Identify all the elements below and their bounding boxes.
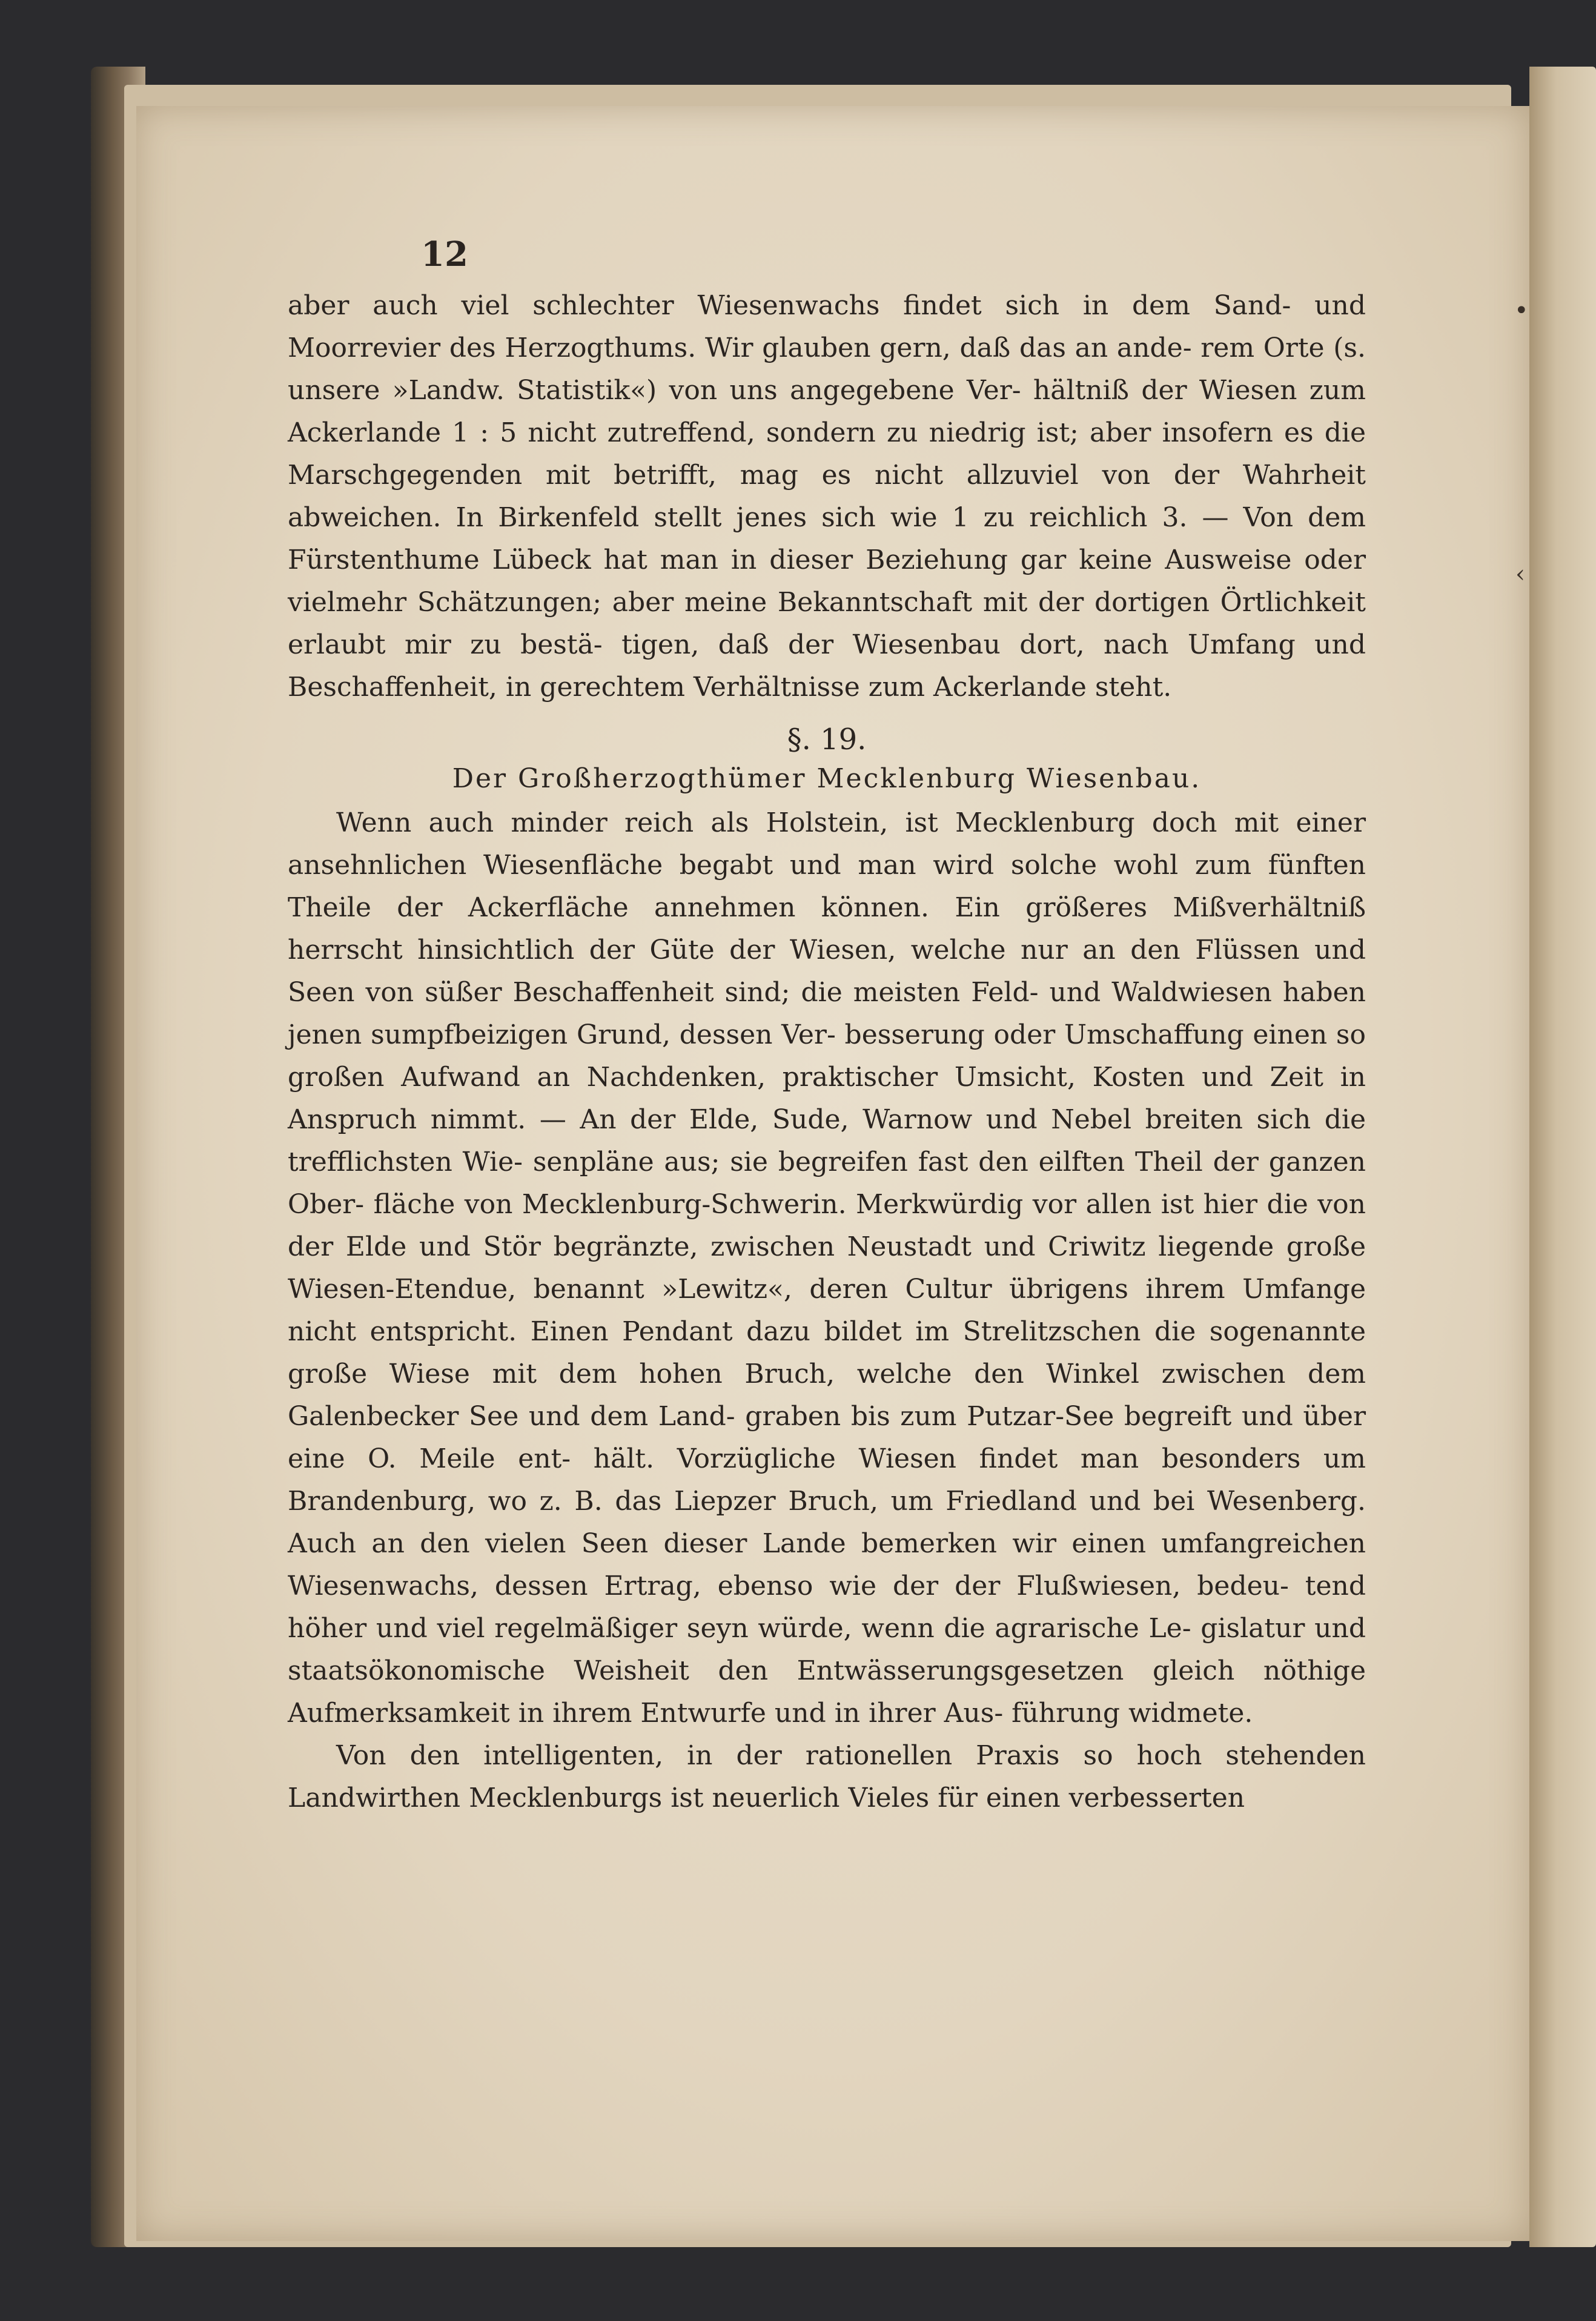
body-paragraph-1: Wenn auch minder reich als Holstein, ist Mecklenburg doch mit einer ansehnlichen Wiesenfläche begabt und man wird solche wohl zum fünften Theile der Ackerfläche annehmen können. Ein größeres Mißverhältniß herrscht hinsichtlich der Güte der Wiesen, welche nur an den Flüssen und Seen von süßer Beschaffenheit sind; die meisten Feld- und Waldwiesen haben jenen sumpfbeizigen Grund, dessen Ver- besserung oder Umschaffung einen so großen Aufwand an Nachdenken, praktischer Umsicht, Kosten und Zeit in Anspruch nimmt. — An der Elde, Sude, Warnow und Nebel breiten sich die trefflichsten Wie- senpläne aus; sie begreifen fast den eilften Theil der ganzen Ober- fläche von Mecklenburg-Schwerin. Merkwürdig vor allen ist hier die von der Elde und Stör begränzte, zwischen Neustadt und Criwitz liegende große Wiesen-Etendue, benannt »Lewitz«, deren Cultur übrigens ihrem Umfange nicht entspricht. Einen Pendant dazu bildet im Strelitzschen die sogenannte große Wiese mit dem hohen Bruch, welche den Winkel zwischen dem Galenbecker See und dem Land- graben bis zum Putzar-See begreift und über eine O. Meile ent- hält. Vorzügliche Wiesen findet man besonders um Brandenburg, wo z. B. das Liepzer Bruch, um Friedland und bei Wesenberg. Auch an den vielen Seen dieser Lande bemerken wir einen umfangreichen Wiesenwachs, dessen Ertrag, ebenso wie der der Flußwiesen, bedeu- tend höher und viel regelmäßiger seyn würde, wenn die agrarische Le- gislatur und staatsökonomische Weisheit den Entwässerungsgesetzen gleich nöthige Aufmerksamkeit in ihrem Entwurfe und in ihrer Aus- führung widmete.	[288, 807, 1366, 1729]
section-number: §. 19.	[787, 723, 867, 757]
facing-page-edge	[1529, 67, 1596, 2247]
intro-paragraph: aber auch viel schlechter Wiesenwachs findet sich in dem Sand- und Moorrevier des Herzogthums. Wir glauben gern, daß das an ande- rem Orte (s. unsere »Landw. Statistik«) von uns angegebene Ver- hältniß der Wiesen zum Ackerlande 1 : 5 nicht zutreffend, sondern zu niedrig ist; aber insofern es die Marschgegenden mit betrifft, mag es nicht allzuviel von der Wahrheit abweichen. In Birkenfeld stellt jenes sich wie 1 zu reichlich 3. — Von dem Fürstenthume Lübeck hat man in dieser Beziehung gar keine Ausweise oder vielmehr Schätzungen; aber meine Bekanntschaft mit der dortigen Örtlichkeit erlaubt mir zu bestä- tigen, daß der Wiesenbau dort, nach Umfang und Beschaffenheit, in gerechtem Verhältnisse zum Ackerlande steht.	[288, 290, 1366, 703]
body-paragraph-2: Von den intelligenten, in der rationellen Praxis so hoch stehenden Landwirthen Mecklenburgs ist neuerlich Vieles für einen verbesserten	[288, 1740, 1366, 1813]
margin-tick-mark: ‹	[1515, 560, 1525, 588]
page-content	[288, 227, 1366, 1819]
margin-dot-mark: •	[1514, 297, 1529, 325]
section-title: Der Großherzogthümer Mecklenburg Wiesenbau.	[452, 763, 1202, 794]
page-number: 12	[421, 234, 468, 274]
